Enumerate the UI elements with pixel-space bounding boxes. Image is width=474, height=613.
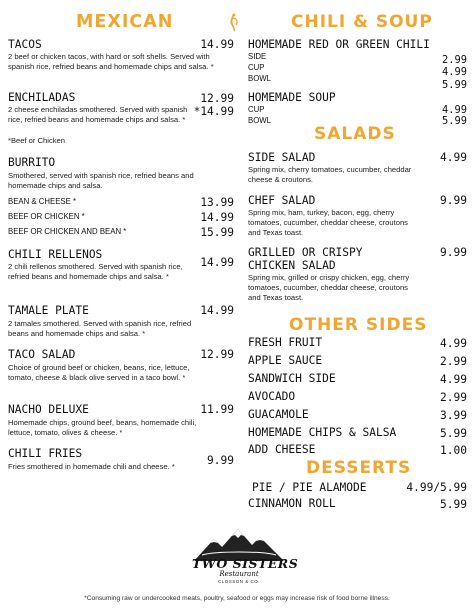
option-label: BOWL (248, 116, 271, 125)
menu-item-name: ENCHILADAS (8, 91, 76, 104)
footer-disclaimer: *Consuming raw or undercooked meats, poultry, seafood or eggs may increase risk of food borne illness. (84, 595, 390, 602)
dessert-price: 4.99/5.99 (406, 481, 467, 494)
logo-subtitle: Restaurant (219, 570, 259, 578)
option-price: 4.99 (441, 104, 467, 116)
menu-item-description: Choice of ground beef or chicken, beans, rice, lettuce, tomato, cheese & black olive served in a taco bowl. * (8, 363, 190, 383)
menu-item-price: 12.99 (200, 92, 234, 105)
menu-item-price: 14.99 (200, 38, 234, 51)
option-label: BOWL (248, 74, 271, 83)
menu-item-price-alt: *14.99 (193, 105, 234, 118)
side-name: SANDWICH SIDE (248, 372, 336, 385)
option-price: 5.99 (441, 115, 467, 127)
logo-title: TWO SISTERS (192, 556, 299, 571)
menu-item-description: Smothered, served with spanish rice, refried beans and homemade chips and salsa. (8, 171, 194, 191)
side-name: HOMEMADE CHIPS & SALSA (248, 426, 397, 439)
option-price: 14.99 (200, 211, 234, 224)
dessert-name: PIE / PIE ALAMODE (252, 481, 367, 494)
menu-item-description: 2 tamales smothered. Served with spanish rice, refried beans and homemade chips and salsa. * (8, 319, 192, 339)
option-label: BEAN & CHEESE * (8, 197, 77, 206)
option-label: CUP (248, 63, 265, 72)
menu-item-price: 9.99 (207, 454, 234, 467)
menu-item-description: Spring mix, grilled or crispy chicken, egg, cherry tomatoes, cucumber, cheddar cheese, croutons and Texas toast. (248, 273, 410, 303)
menu-item-name: TACOS (8, 38, 42, 51)
menu-item-description: Spring mix, ham, turkey, bacon, egg, cherry tomatoes, cucumber, cheddar cheese, croutons and Texas toast. (248, 208, 408, 238)
menu-item-name: CHILI FRIES (8, 447, 83, 460)
side-price: 5.99 (440, 427, 467, 440)
menu-item-description: 2 chili rellenos smothered. Served with spanish rice, refried beans and homemade chips and salsa. * (8, 262, 183, 282)
menu-item-name: TAMALE PLATE (8, 304, 89, 317)
menu-item-note: *Beef or Chicken (8, 136, 65, 145)
salads-heading: SALADS (314, 124, 396, 144)
side-name: ADD CHEESE (248, 443, 316, 456)
menu-item-name: CHEF SALAD (248, 194, 316, 207)
side-name: AVOCADO (248, 390, 296, 403)
desserts-heading: DESSERTS (306, 458, 412, 478)
option-price: 2.99 (441, 54, 467, 66)
menu-item-description: Fries smothered in homemade chili and cheese. * (8, 462, 175, 471)
side-name: FRESH FRUIT (248, 336, 323, 349)
menu-item-name: NACHO DELUXE (8, 403, 89, 416)
side-name: APPLE SAUCE (248, 354, 323, 367)
menu-item-price: 4.99 (440, 151, 467, 164)
option-label: SIDE (248, 52, 267, 61)
menu-item-price: 9.99 (440, 194, 467, 207)
option-price: 5.99 (441, 79, 467, 91)
menu-item-name: CHILI RELLENOS (8, 248, 103, 261)
menu-item-price: 12.99 (200, 348, 234, 361)
pepper-icon (226, 12, 242, 37)
option-label: BEEF OR CHICKEN AND BEAN * (8, 227, 127, 236)
restaurant-logo (192, 525, 299, 587)
menu-item-price: 14.99 (200, 304, 234, 317)
menu-item-description: Spring mix, cherry tomatoes, cucumber, cheddar cheese & croutons. (248, 165, 412, 185)
side-price: 3.99 (440, 409, 467, 422)
menu-item-name-line2: CHICKEN SALAD (248, 259, 336, 272)
side-price: 4.99 (440, 373, 467, 386)
menu-item-description: 2 beef or chicken tacos, with hard or soft shells. Served with spanish rice, refried beans and homemade chips and salsa. * (8, 52, 214, 72)
option-label: CUP (248, 105, 265, 114)
option-price: 4.99 (441, 66, 467, 78)
menu-item-name: BURRITO (8, 156, 56, 169)
menu-item-description: Homemade chips, ground beef, beans, homemade chili, lettuce, tomato, olives & cheese. * (8, 418, 197, 438)
option-price: 15.99 (200, 226, 234, 239)
menu-item-name: TACO SALAD (8, 348, 76, 361)
menu-item-name: SIDE SALAD (248, 151, 316, 164)
menu-item-price: 11.99 (200, 403, 234, 416)
side-price: 2.99 (440, 391, 467, 404)
other-sides-heading: OTHER SIDES (289, 315, 428, 335)
side-price: 2.99 (440, 355, 467, 368)
side-price: 1.00 (440, 444, 467, 457)
menu-item-price: 14.99 (200, 256, 234, 269)
option-label: BEEF OR CHICKEN * (8, 212, 85, 221)
menu-item-name: GRILLED OR CRISPY (248, 246, 363, 259)
chili-soup-heading: CHILI & SOUP (291, 12, 433, 32)
mexican-heading: MEXICAN (76, 12, 174, 32)
side-price: 4.99 (440, 337, 467, 350)
dessert-name: CINNAMON ROLL (248, 497, 336, 510)
menu-item-name: HOMEMADE RED OR GREEN CHILI (248, 38, 430, 51)
side-name: GUACAMOLE (248, 408, 309, 421)
menu-item-name: HOMEMADE SOUP (248, 91, 336, 104)
logo-tagline: CLOSSON & CO. (217, 579, 260, 584)
menu-item-price: 9.99 (440, 246, 467, 259)
menu-item-description: 2 cheese enchiladas smothered. Served with spanish rice, refried beans and homemade chips and salsa. * (8, 105, 188, 125)
dessert-price: 5.99 (440, 498, 467, 511)
option-price: 13.99 (200, 196, 234, 209)
